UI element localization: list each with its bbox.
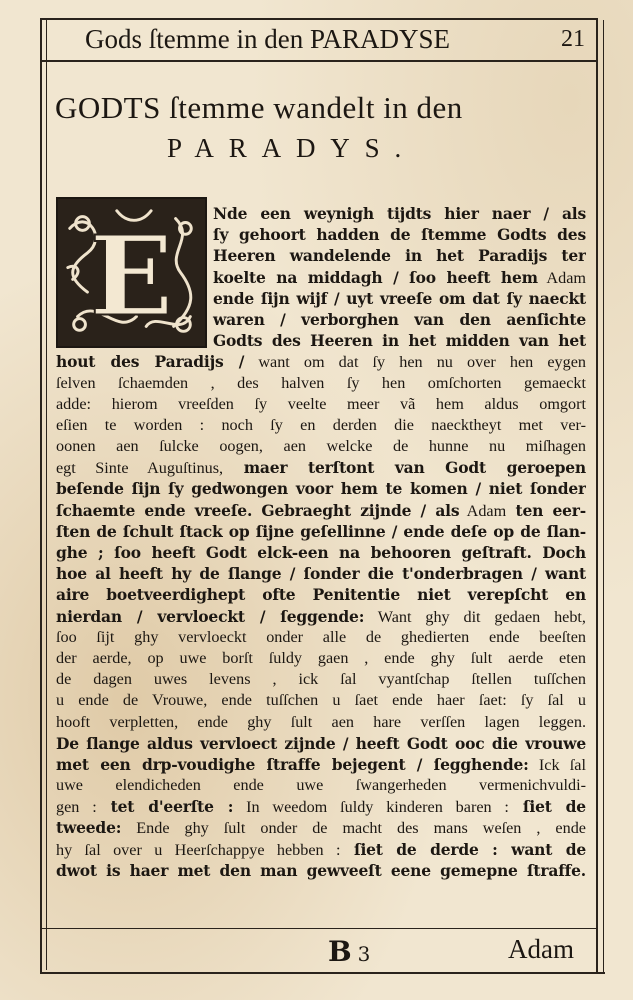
blackletter-segment: nierdan / vervloeckt / ſeggende: bbox=[56, 606, 365, 626]
frame-bottom-rule bbox=[40, 972, 605, 974]
blackletter-segment: ghe ; ſoo heeft Godt elck-een na behooren geſtraft. Doch bbox=[56, 543, 586, 562]
text-line bbox=[56, 606, 586, 627]
signature-mark bbox=[328, 935, 370, 968]
text-line bbox=[56, 415, 586, 436]
frame-left-inner-rule bbox=[46, 20, 47, 970]
text-line bbox=[56, 521, 586, 542]
frame-left-rule bbox=[40, 18, 42, 973]
catchword: Adam bbox=[508, 934, 574, 964]
page-number: 21 bbox=[561, 26, 585, 52]
blackletter-segment: ſchaemte ende vreeſe. Gebraeght zijnde / als bbox=[56, 500, 460, 520]
blackletter-segment: tet d'eerſte : bbox=[96, 797, 234, 817]
text-line bbox=[56, 690, 586, 711]
roman-segment: In weedom ſuldy kinderen baren : bbox=[233, 798, 509, 817]
text-line bbox=[56, 436, 586, 457]
frame-top-rule bbox=[40, 18, 598, 20]
blackletter-segment: dwot is haer met den man gewveeſt eene gemepne ſtraffe. bbox=[56, 860, 586, 880]
text-line bbox=[56, 203, 586, 224]
roman-segment: u ende de Vrouwe, ende tuſſchen u ſaet ende haer ſaet: ſy ſal u bbox=[56, 691, 586, 710]
header-divider-rule bbox=[40, 60, 598, 62]
roman-segment: Want ghy dit gedaen hebt, bbox=[364, 607, 586, 626]
text-line bbox=[56, 224, 586, 245]
text-line bbox=[56, 627, 586, 648]
roman-segment: Ick ſal bbox=[528, 755, 586, 774]
blackletter-segment: Godts des Heeren in het midden van het bbox=[213, 331, 586, 351]
roman-segment: der aerde, op uwe borſt ſuldy gaen , ende ghy ſult aerde eten bbox=[56, 648, 586, 667]
initial-letter: E bbox=[89, 211, 174, 341]
text-line bbox=[56, 754, 586, 775]
chapter-title-line-2: PARADYS. bbox=[167, 133, 417, 163]
blackletter-segment: hout des Paradijs / bbox=[56, 352, 245, 372]
frame-right-rule bbox=[596, 18, 598, 973]
text-line bbox=[56, 712, 586, 733]
roman-segment: Adam bbox=[537, 268, 586, 287]
text-line bbox=[56, 563, 586, 584]
body-text bbox=[56, 203, 586, 881]
blackletter-segment: maer terſtont van Godt geroepen bbox=[223, 458, 586, 478]
roman-segment: Ende ghy ſult onder de macht des mans weſen , ende bbox=[121, 819, 586, 838]
blackletter-segment: waren / verborghen van den aenſichte bbox=[213, 309, 586, 329]
signature-number: 3 bbox=[357, 942, 371, 966]
roman-segment: Adam bbox=[459, 501, 507, 520]
roman-segment: ſelven ſchaemden , des halven ſy hen omſchorten gemaeckt bbox=[56, 373, 586, 392]
blackletter-segment: ende ſijn wijf / uyt vreeſe om dat ſy naeckt bbox=[213, 288, 586, 308]
frame-right-inner-rule bbox=[603, 20, 604, 972]
running-head bbox=[85, 24, 585, 56]
blackletter-segment: met een drp-voudighe ſtraffe bejegent / ſegghende: bbox=[56, 754, 529, 774]
text-line bbox=[56, 351, 586, 372]
blackletter-segment: tweede: bbox=[56, 818, 122, 838]
text-line bbox=[56, 860, 586, 881]
text-line bbox=[56, 478, 586, 499]
blackletter-segment: beſende ſijn ſy gedwongen voor hem te komen / niet ſonder bbox=[56, 479, 586, 499]
roman-segment: eſien te worden : noch ſy en derden die naecktheyt met ver- bbox=[56, 415, 586, 434]
blackletter-segment: koelte na middagh / ſoo heeft hem bbox=[213, 267, 538, 287]
text-line bbox=[56, 648, 586, 669]
roman-segment: hooft verpletten, ende ghy ſult aen hare verſſen lagen leggen. bbox=[56, 712, 586, 731]
chapter-title-line-1: GODTS ſtemme wandelt in den bbox=[55, 90, 463, 125]
text-line bbox=[56, 267, 586, 288]
text-line bbox=[56, 394, 586, 415]
text-line bbox=[56, 330, 586, 351]
roman-segment: hy ſal over u Heerſchappye hebben : bbox=[56, 840, 341, 859]
roman-segment: uwe elendicheden ende uwe ſwangerheden vermenichvuldi- bbox=[56, 776, 586, 795]
text-line bbox=[56, 839, 586, 860]
text-line bbox=[56, 669, 586, 690]
blackletter-segment: ſy gehoort hadden de ſtemme Godts des bbox=[213, 225, 586, 245]
blackletter-segment: aire boetveerdighept ofte Penitentie niet verepſcht en bbox=[56, 585, 586, 605]
text-line bbox=[56, 817, 586, 838]
blackletter-segment: Heeren wandelende in het Paradijs ter bbox=[213, 246, 586, 266]
text-line bbox=[56, 288, 586, 309]
text-line bbox=[56, 500, 586, 521]
roman-segment: de dagen uwes levens , ick ſal vyantſchap ſtellen tuſſchen bbox=[56, 670, 586, 689]
signature-letter: B bbox=[328, 935, 352, 968]
chapter-title bbox=[55, 88, 590, 168]
roman-segment: gen : bbox=[56, 798, 97, 817]
text-line bbox=[56, 733, 586, 754]
running-head-title: Gods ſtemme in den PARADYSE bbox=[85, 24, 451, 54]
blackletter-segment: ſten de ſchult ſtack op ſijne geſellinne / ende deſe op de ſlan- bbox=[56, 521, 586, 541]
blackletter-segment: hoe al heeft hy de ſlange / ſonder die t'onderbragen / want bbox=[56, 564, 586, 584]
roman-segment: adde: hierom vreeſden ſy veelte meer vã hem aldus omgort bbox=[56, 394, 586, 413]
roman-segment: oonen aen ſulcke oogen, aen welcke de hunne nu miſhagen bbox=[56, 437, 586, 456]
blackletter-segment: ſiet de bbox=[508, 797, 586, 817]
text-line bbox=[56, 796, 586, 817]
text-line bbox=[56, 775, 586, 796]
roman-segment: ſoo ſijt ghy vervloeckt onder alle de ghedierten ende beeſten bbox=[56, 627, 586, 646]
roman-segment: want om dat ſy hen nu over hen eygen bbox=[244, 353, 586, 372]
blackletter-segment: De ſlange aldus vervloect zijnde / heeft Godt ooc die vrouwe bbox=[56, 733, 586, 753]
blackletter-segment: Nde een weynigh tijdts hier naer / als bbox=[213, 204, 586, 223]
blackletter-segment: ſiet de derde : want de bbox=[340, 839, 586, 859]
text-line bbox=[56, 542, 586, 563]
footer-divider-rule bbox=[40, 928, 598, 929]
text-line bbox=[56, 373, 586, 394]
text-line bbox=[56, 245, 586, 266]
text-line bbox=[56, 457, 586, 478]
blackletter-segment: ten eer- bbox=[506, 500, 586, 520]
text-line bbox=[56, 584, 586, 605]
text-line bbox=[56, 309, 586, 330]
roman-segment: egt Sinte Auguſtinus, bbox=[56, 459, 224, 478]
